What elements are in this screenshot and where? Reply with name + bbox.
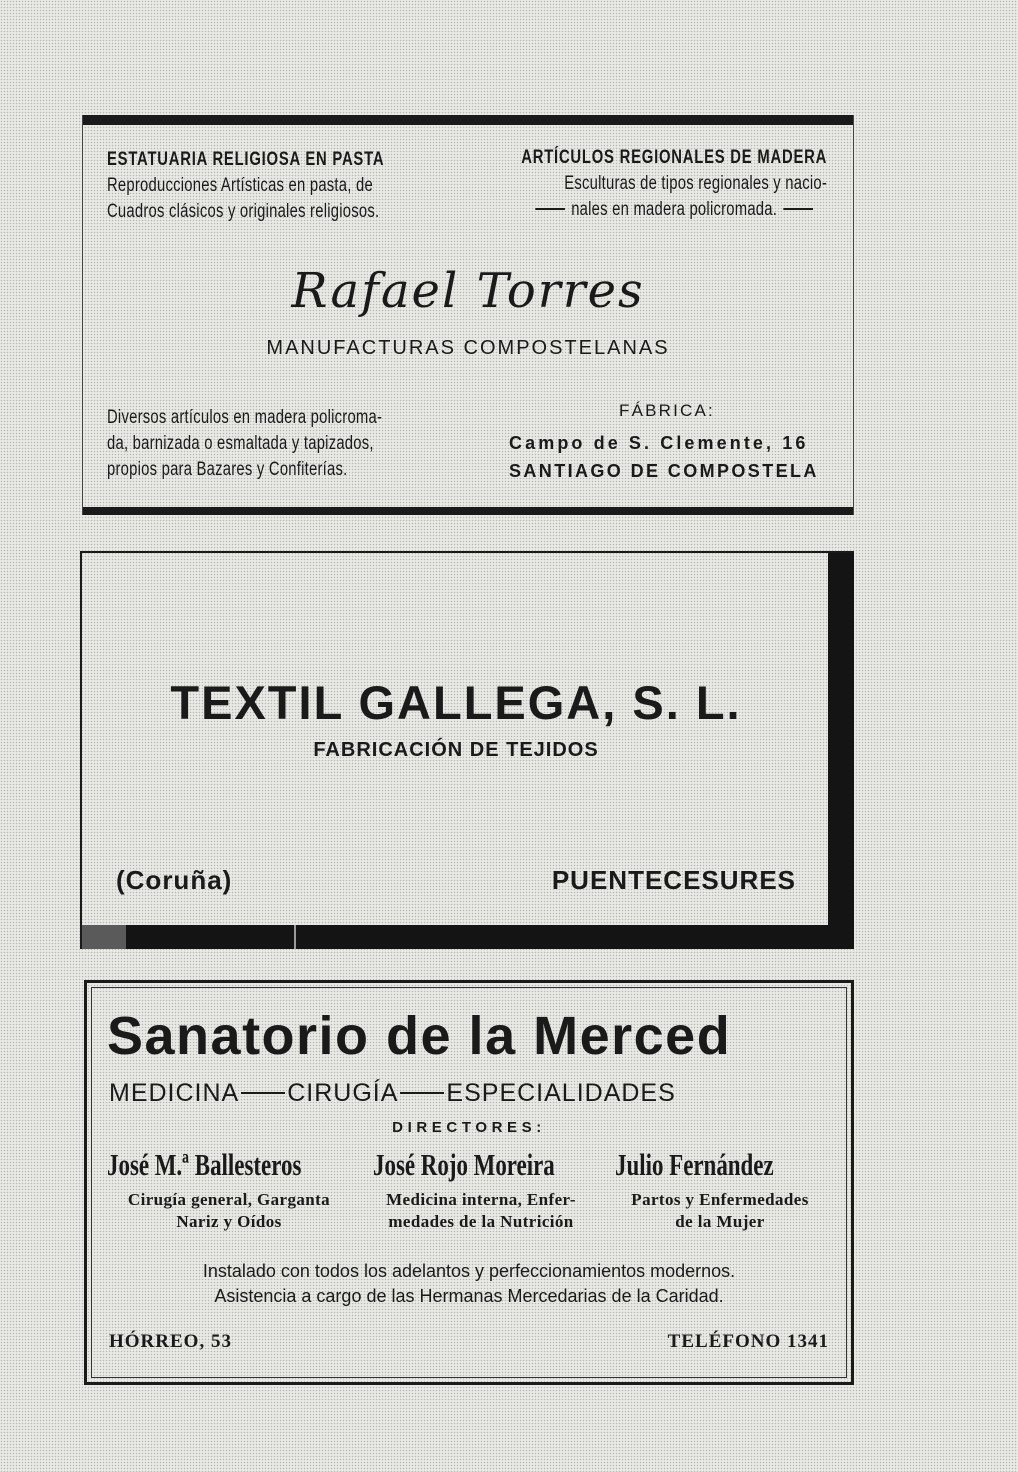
- director-2-specialty: [367, 1189, 595, 1233]
- director-1-specialty: [107, 1189, 351, 1233]
- articulos-line-2-text: nales en madera policromada.: [571, 199, 778, 220]
- fabrica-label: FÁBRICA:: [618, 401, 715, 420]
- service-especialidades: ESPECIALIDADES: [446, 1079, 676, 1107]
- fabrica-address: Campo de S. Clemente, 16: [509, 433, 809, 453]
- textil-gallega-ad: [80, 551, 854, 949]
- service-cirugia: CIRUGÍA: [287, 1079, 399, 1107]
- phone-label: TELÉFONO 1341: [667, 1331, 829, 1352]
- left-bottom-text: [107, 405, 382, 483]
- right-shadow-bar: [828, 553, 854, 949]
- bottom-shadow-bar: [82, 925, 854, 949]
- diversos-line-3: propios para Bazares y Confiterías.: [107, 459, 348, 480]
- director-1-spec-line-2: Nariz y Oídos: [176, 1212, 282, 1231]
- service-dash-1: [241, 1092, 285, 1094]
- diversos-line-1: Diversos artículos en madera policroma-: [107, 407, 383, 428]
- manufacturas-subtitle: MANUFACTURAS COMPOSTELANAS: [266, 337, 670, 359]
- articulos-line-2: [521, 197, 827, 223]
- bottom-border-bar: [83, 507, 853, 515]
- director-3-specialty: [607, 1189, 833, 1233]
- bottom-bar-tick: [294, 925, 296, 949]
- estatuaria-line-1: Reproducciones Artísticas en pasta, de: [107, 175, 373, 196]
- director-1-name: José M.ª Ballesteros: [107, 1147, 302, 1182]
- fabrica-city: SANTIAGO DE COMPOSTELA: [509, 461, 819, 481]
- directors-label: DIRECTORES:: [392, 1119, 546, 1136]
- estatuaria-line-2: Cuadros clásicos y originales religiosos.: [107, 201, 380, 222]
- director-3-spec-line-2: de la Mujer: [675, 1212, 765, 1231]
- articulos-heading: ARTÍCULOS REGIONALES DE MADERA: [521, 147, 827, 168]
- bottom-bar-light-patch: [82, 925, 126, 949]
- services-line: [109, 1079, 676, 1108]
- right-top-text: [521, 145, 827, 223]
- signature: Rafael Torres: [291, 263, 645, 319]
- director-2-name: José Rojo Moreira: [373, 1147, 555, 1182]
- service-dash-2: [400, 1092, 444, 1094]
- installation-notes: [87, 1259, 851, 1309]
- director-3-name: Julio Fernández: [615, 1147, 774, 1182]
- service-medicina: MEDICINA: [109, 1079, 240, 1107]
- note-line-2: Asistencia a cargo de las Hermanas Mercedarias de la Caridad.: [214, 1286, 724, 1306]
- note-line-1: Instalado con todos los adelantos y perfeccionamientos modernos.: [202, 1261, 736, 1281]
- director-2-spec-line-1: Medicina interna, Enfer-: [386, 1190, 576, 1209]
- province-label: (Coruña): [116, 865, 233, 895]
- diversos-line-2: da, barnizada o esmaltada y tapizados,: [107, 433, 374, 454]
- left-top-text: [107, 147, 384, 225]
- textil-title: TEXTIL GALLEGA, S. L.: [170, 676, 742, 729]
- top-border-bar: [83, 115, 853, 125]
- address-label: HÓRREO, 53: [109, 1331, 232, 1352]
- articulos-line-1: Esculturas de tipos regionales y nacio-: [564, 173, 827, 194]
- estatuaria-heading: ESTATUARIA RELIGIOSA EN PASTA: [107, 149, 385, 170]
- director-1-spec-line-1: Cirugía general, Garganta: [127, 1190, 331, 1209]
- sanatorio-ad: [84, 980, 854, 1385]
- director-2-spec-line-2: medades de la Nutrición: [388, 1212, 574, 1231]
- director-3-spec-line-1: Partos y Enfermedades: [631, 1190, 809, 1209]
- sanatorio-title: Sanatorio de la Merced: [107, 1006, 732, 1066]
- rafael-torres-ad: [82, 115, 854, 515]
- town-label: PUENTECESURES: [551, 865, 796, 895]
- textil-subtitle: FABRICACIÓN DE TEJIDOS: [313, 739, 599, 761]
